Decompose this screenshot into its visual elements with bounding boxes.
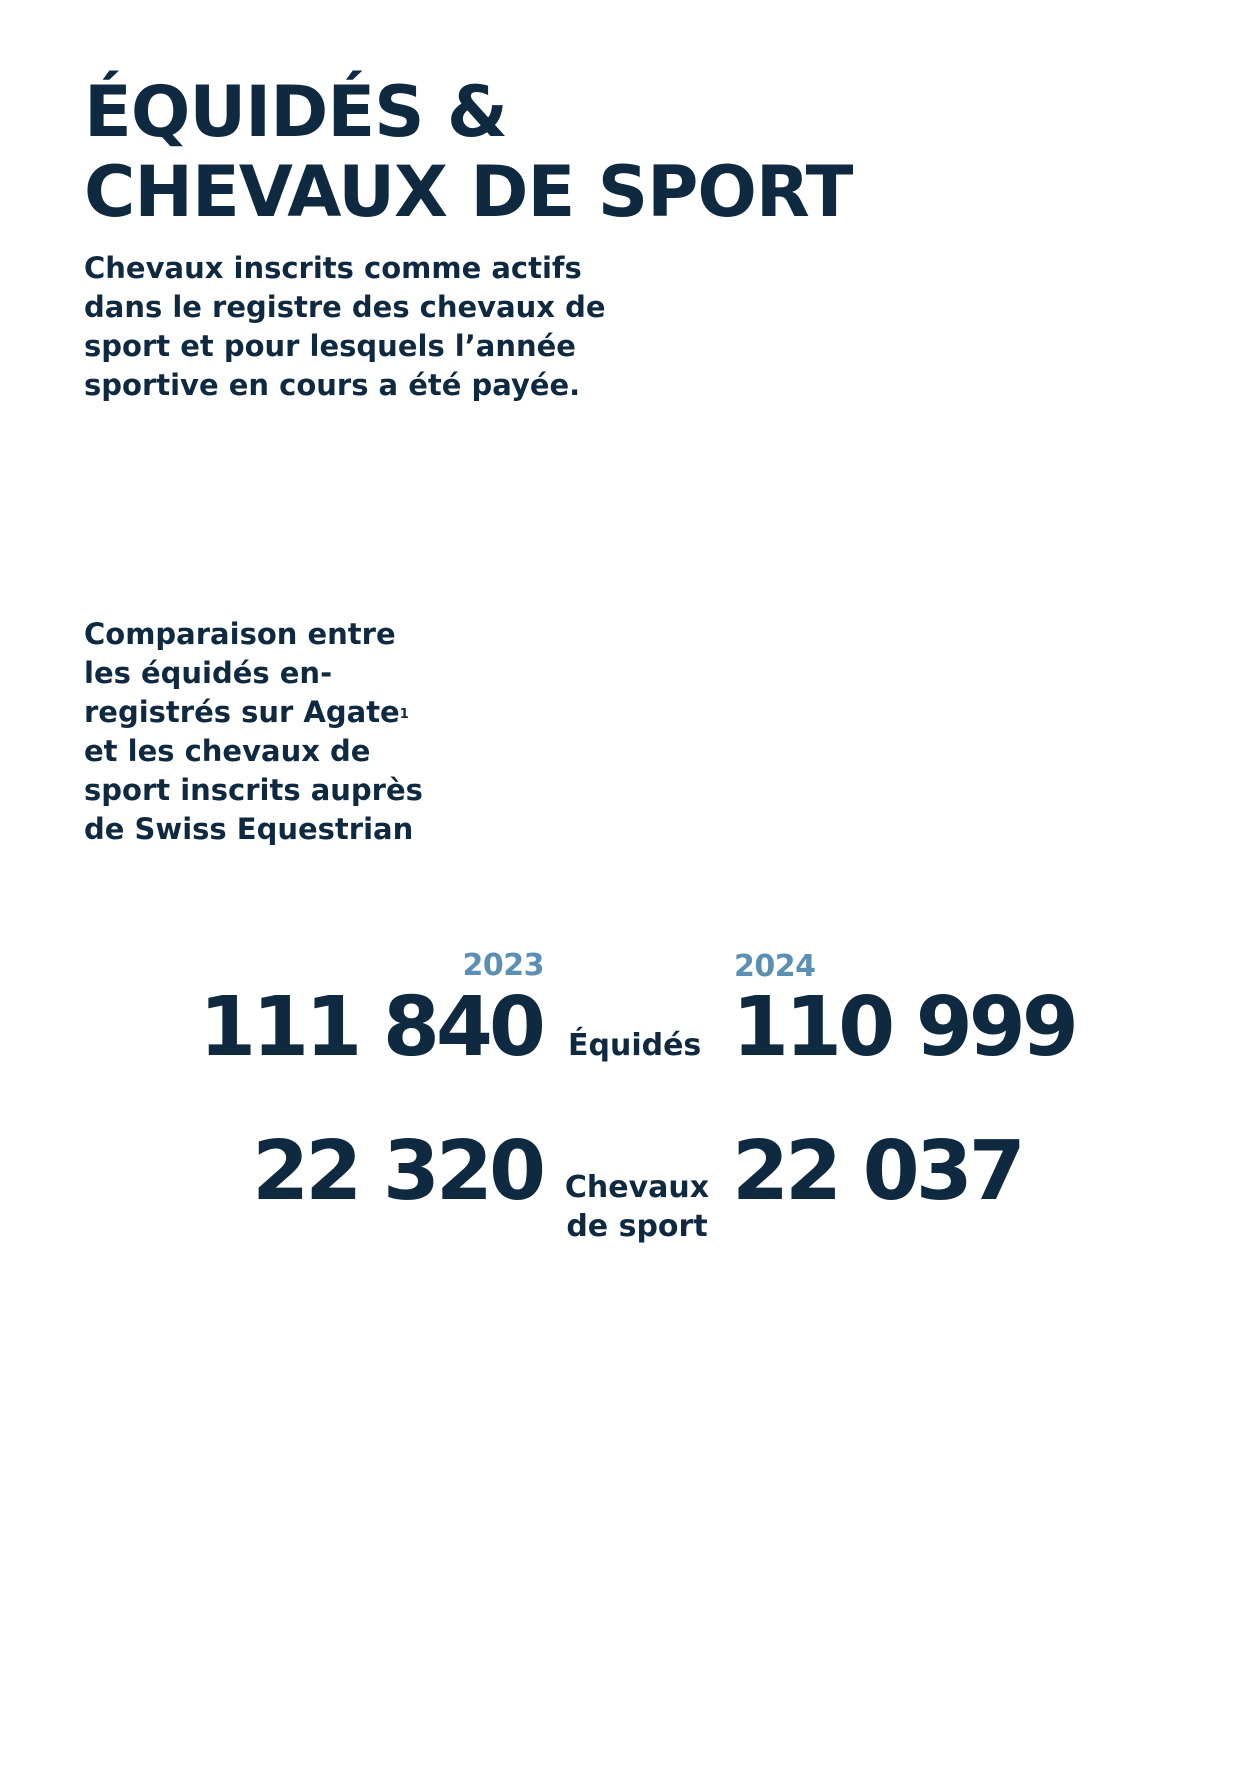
comparison-line: registrés sur Agate	[84, 695, 400, 729]
sport-horses-2023-value: 22 320	[252, 1124, 542, 1219]
intro-paragraph	[84, 249, 644, 405]
equides-label	[568, 1026, 700, 1065]
comparison-line: les équidés en-	[84, 656, 333, 690]
page-title	[84, 72, 852, 232]
comparison-line: et les chevaux de	[84, 734, 371, 768]
intro-line: sport et pour lesquels l’année	[84, 329, 576, 363]
row-label-line: de sport	[566, 1209, 708, 1244]
equides-2024-value: 110 999	[732, 980, 1075, 1075]
sport-horses-label	[558, 1168, 716, 1246]
page-title-line-2: CHEVAUX DE SPORT	[84, 151, 853, 233]
row-label-line: Chevaux	[564, 1170, 710, 1205]
comparison-line: Comparaison entre	[84, 617, 396, 651]
intro-line: sportive en cours a été payée.	[84, 368, 581, 402]
comparison-line: de Swiss Equestrian	[84, 812, 414, 846]
comparison-line: sport inscrits auprès	[84, 773, 423, 807]
equides-2023-value: 111 840	[199, 980, 542, 1075]
year-2024-label: 2024	[734, 949, 816, 984]
intro-line: Chevaux inscrits comme actifs	[84, 251, 582, 285]
row-label-line: Équidés	[568, 1028, 702, 1063]
comparison-heading	[84, 615, 464, 849]
sport-horses-2024-value: 22 037	[732, 1124, 1022, 1219]
comparison-line-with-footnote	[84, 693, 464, 732]
footnote-marker: 1	[399, 707, 409, 722]
year-2023-label: 2023	[462, 948, 544, 983]
page-title-line-1: ÉQUIDÉS &	[84, 71, 507, 153]
intro-line: dans le registre des chevaux de	[84, 290, 606, 324]
